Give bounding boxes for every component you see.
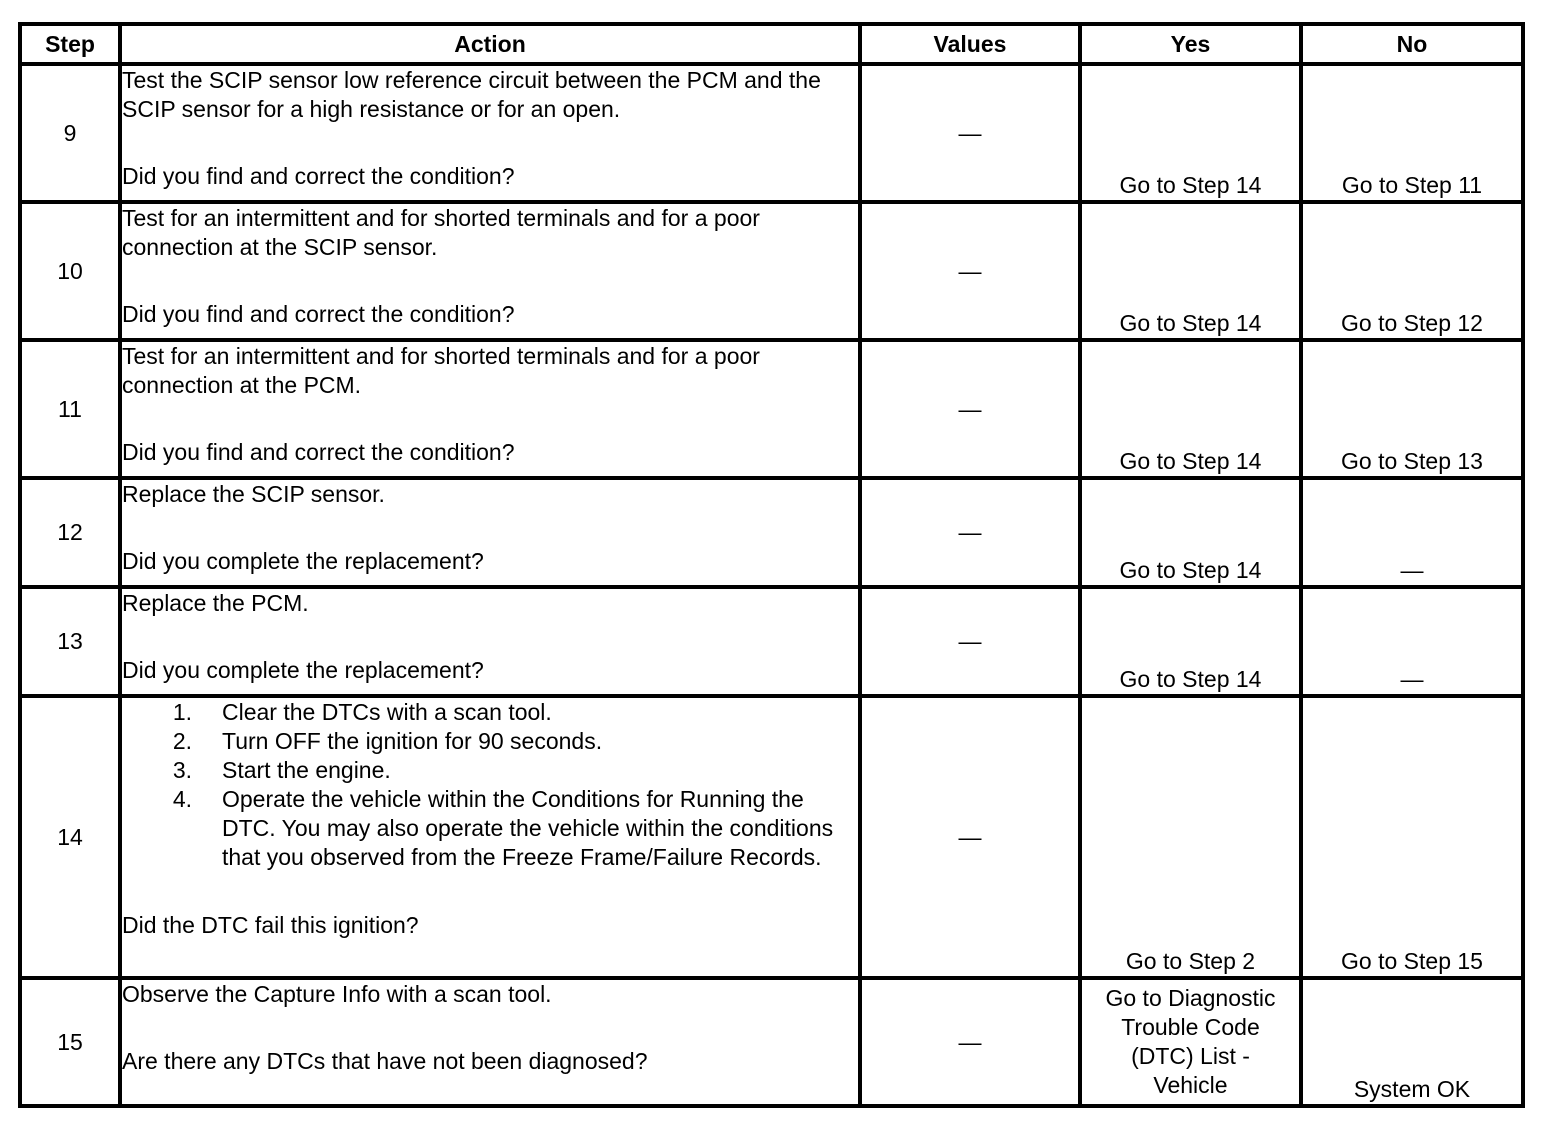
yes-cell: Go to Step 14 <box>1080 64 1301 202</box>
values-cell: — <box>860 202 1080 340</box>
action-question: Did the DTC fail this ignition? <box>122 912 419 938</box>
header-action: Action <box>120 24 860 64</box>
values-cell: — <box>860 587 1080 696</box>
yes-cell: Go to Step 14 <box>1080 587 1301 696</box>
no-cell: — <box>1301 587 1523 696</box>
action-cell <box>120 478 860 587</box>
action-question: Did you complete the replacement? <box>122 657 484 683</box>
action-cell <box>120 587 860 696</box>
action-cell <box>120 202 860 340</box>
values-cell: — <box>860 478 1080 587</box>
list-item-text: Start the engine. <box>222 757 391 783</box>
table-row <box>20 340 1523 478</box>
list-item-number: 4. <box>172 786 192 812</box>
table-row <box>20 64 1523 202</box>
action-cell <box>120 696 860 978</box>
no-cell: Go to Step 11 <box>1301 64 1523 202</box>
list-item <box>122 698 858 727</box>
no-cell: Go to Step 15 <box>1301 696 1523 978</box>
values-cell: — <box>860 64 1080 202</box>
action-question: Did you find and correct the condition? <box>122 439 515 465</box>
action-text: Replace the SCIP sensor. <box>122 481 385 507</box>
action-question: Did you find and correct the condition? <box>122 301 515 327</box>
action-text: Test the SCIP sensor low reference circuit between the PCM and the SCIP sensor for a high resistance or for an open. <box>122 67 821 122</box>
step-number: 15 <box>20 978 120 1106</box>
no-cell: Go to Step 13 <box>1301 340 1523 478</box>
action-text: Observe the Capture Info with a scan tool. <box>122 981 552 1007</box>
step-number: 9 <box>20 64 120 202</box>
table-row <box>20 696 1523 978</box>
header-step: Step <box>20 24 120 64</box>
action-text: Test for an intermittent and for shorted terminals and for a poor connection at the PCM. <box>122 343 760 398</box>
header-no: No <box>1301 24 1523 64</box>
values-cell: — <box>860 978 1080 1106</box>
procedure-list <box>122 698 858 872</box>
diagnostic-table <box>18 22 1525 1108</box>
action-text: Replace the PCM. <box>122 590 309 616</box>
values-cell: — <box>860 340 1080 478</box>
list-item-number: 1. <box>172 699 192 725</box>
step-number: 12 <box>20 478 120 587</box>
yes-cell: Go to Diagnostic Trouble Code (DTC) List - Vehicle <box>1080 978 1301 1106</box>
header-values: Values <box>860 24 1080 64</box>
step-number: 10 <box>20 202 120 340</box>
no-cell: System OK <box>1301 978 1523 1106</box>
action-cell <box>120 340 860 478</box>
step-number: 13 <box>20 587 120 696</box>
values-cell: — <box>860 696 1080 978</box>
yes-cell: Go to Step 14 <box>1080 478 1301 587</box>
action-cell <box>120 64 860 202</box>
list-item-text: Operate the vehicle within the Conditions for Running the DTC. You may also operate the vehicle within the conditions that you observed from the Freeze Frame/Failure Records. <box>222 786 834 870</box>
list-item-text: Turn OFF the ignition for 90 seconds. <box>222 728 603 754</box>
table-row <box>20 202 1523 340</box>
step-number: 14 <box>20 696 120 978</box>
list-item <box>122 785 858 872</box>
no-cell: Go to Step 12 <box>1301 202 1523 340</box>
list-item-text: Clear the DTCs with a scan tool. <box>222 699 552 725</box>
action-question: Did you complete the replacement? <box>122 548 484 574</box>
header-row <box>20 24 1523 64</box>
no-cell: — <box>1301 478 1523 587</box>
table-row <box>20 587 1523 696</box>
list-item-number: 3. <box>172 757 192 783</box>
action-text: Test for an intermittent and for shorted terminals and for a poor connection at the SCIP sensor. <box>122 205 760 260</box>
action-question: Did you find and correct the condition? <box>122 163 515 189</box>
yes-cell: Go to Step 2 <box>1080 696 1301 978</box>
header-yes: Yes <box>1080 24 1301 64</box>
yes-cell: Go to Step 14 <box>1080 340 1301 478</box>
list-item <box>122 756 858 785</box>
action-cell <box>120 978 860 1106</box>
step-number: 11 <box>20 340 120 478</box>
action-question: Are there any DTCs that have not been diagnosed? <box>122 1048 648 1074</box>
list-item <box>122 727 858 756</box>
table-row <box>20 478 1523 587</box>
list-item-number: 2. <box>172 728 192 754</box>
yes-cell: Go to Step 14 <box>1080 202 1301 340</box>
table-row <box>20 978 1523 1106</box>
